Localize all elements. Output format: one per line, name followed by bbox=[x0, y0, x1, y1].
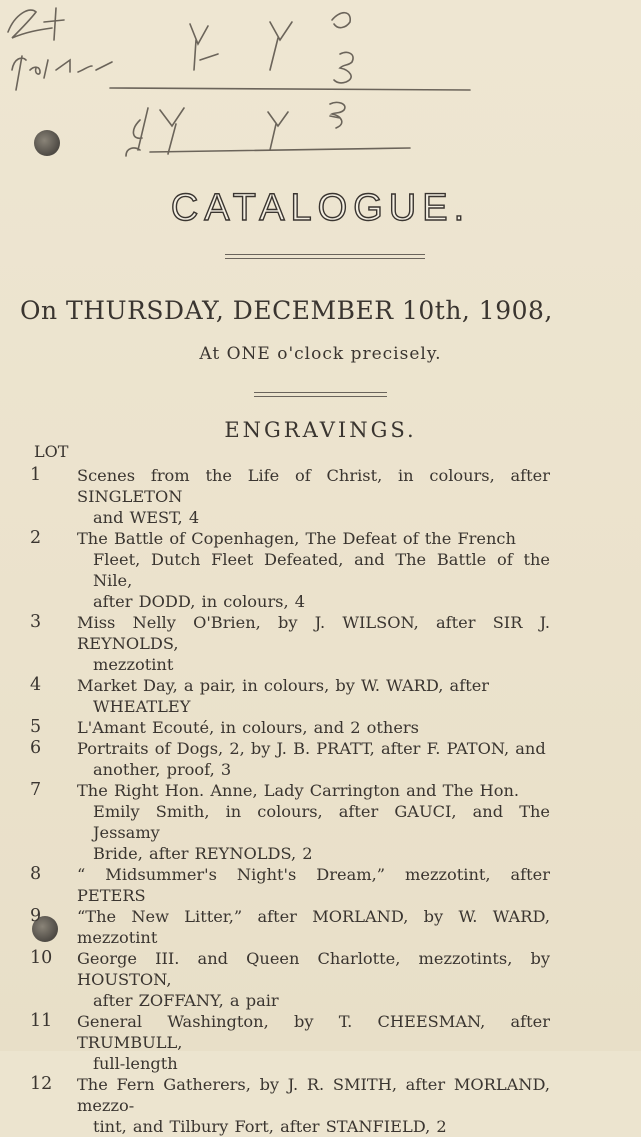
lot-entry bbox=[30, 675, 550, 717]
lot-description-continued: mezzotint bbox=[93, 655, 174, 674]
lot-number: 10 bbox=[30, 948, 53, 968]
lot-description: Scenes from the Life of Christ, in colours, after SINGLETON bbox=[77, 466, 550, 506]
lot-description: George III. and Queen Charlotte, mezzotints, by HOUSTON, bbox=[77, 949, 550, 989]
lot-number: 3 bbox=[30, 612, 42, 632]
lot-entry bbox=[30, 465, 550, 528]
lot-entry bbox=[30, 864, 550, 906]
sale-date: On THURSDAY, DECEMBER 10th, 1908, bbox=[20, 296, 553, 325]
lot-description-continued: WHEATLEY bbox=[93, 697, 191, 716]
pencil-annotations bbox=[0, 0, 641, 170]
lot-entry bbox=[30, 1011, 550, 1074]
lot-entry bbox=[30, 717, 550, 738]
lot-description-continued: after ZOFFANY, a pair bbox=[93, 991, 279, 1010]
lot-entry bbox=[30, 738, 550, 780]
lot-description: L'Amant Ecouté, in colours, and 2 others bbox=[77, 718, 419, 737]
lot-column-header: LOT bbox=[34, 442, 69, 461]
lot-entry bbox=[30, 612, 550, 675]
lot-description: The Right Hon. Anne, Lady Carrington and The Hon. bbox=[77, 781, 520, 800]
lot-number: 2 bbox=[30, 528, 42, 548]
lot-description-continued: tint, and Tilbury Fort, after STANFIELD, 2 bbox=[93, 1117, 447, 1136]
lot-number: 12 bbox=[30, 1074, 53, 1094]
lot-number: 9 bbox=[30, 906, 42, 926]
lot-entry bbox=[30, 528, 550, 612]
lot-description-continued: Fleet, Dutch Fleet Defeated, and The Battle of the Nile, bbox=[93, 550, 550, 590]
lot-number: 4 bbox=[30, 675, 42, 695]
lot-description-continued: another, proof, 3 bbox=[93, 760, 232, 779]
lot-description: General Washington, by T. CHEESMAN, after TRUMBULL, bbox=[77, 1012, 550, 1052]
section-title: ENGRAVINGS. bbox=[224, 418, 417, 442]
lot-description-continued: Emily Smith, in colours, after GAUCI, and The Jessamy bbox=[93, 802, 550, 842]
lot-entry bbox=[30, 948, 550, 1011]
catalogue-title: CATALOGUE. bbox=[170, 187, 471, 229]
title-rule bbox=[225, 254, 425, 259]
lot-number: 1 bbox=[30, 465, 42, 485]
lot-description: The Fern Gatherers, by J. R. SMITH, after MORLAND, mezzo- bbox=[77, 1075, 550, 1115]
lot-entry bbox=[30, 1074, 550, 1137]
binding-hole-top bbox=[34, 130, 60, 156]
lot-description: “The New Litter,” after MORLAND, by W. WARD, mezzotint bbox=[77, 907, 550, 947]
lot-description-continued: Bride, after REYNOLDS, 2 bbox=[93, 844, 313, 863]
lot-description: Portraits of Dogs, 2, by J. B. PRATT, after F. PATON, and bbox=[77, 739, 546, 758]
lot-description-continued: after DODD, in colours, 4 bbox=[93, 592, 306, 611]
lot-entry bbox=[30, 906, 550, 948]
lot-number: 5 bbox=[30, 717, 42, 737]
time-rule bbox=[254, 392, 387, 397]
sale-time: At ONE o'clock precisely. bbox=[199, 344, 442, 364]
lot-list bbox=[30, 465, 550, 1137]
lot-number: 11 bbox=[30, 1011, 53, 1031]
lot-description-continued: full-length bbox=[93, 1054, 178, 1073]
lot-number: 8 bbox=[30, 864, 42, 884]
lot-description: The Battle of Copenhagen, The Defeat of the French bbox=[77, 529, 516, 548]
lot-number: 6 bbox=[30, 738, 42, 758]
lot-entry bbox=[30, 780, 550, 864]
lot-description: Market Day, a pair, in colours, by W. WARD, after bbox=[77, 676, 490, 695]
lot-description: “ Midsummer's Night's Dream,” mezzotint, after PETERS bbox=[77, 865, 550, 905]
lot-description: Miss Nelly O'Brien, by J. WILSON, after SIR J. REYNOLDS, bbox=[77, 613, 550, 653]
lot-number: 7 bbox=[30, 780, 42, 800]
lot-description-continued: and WEST, 4 bbox=[93, 508, 200, 527]
